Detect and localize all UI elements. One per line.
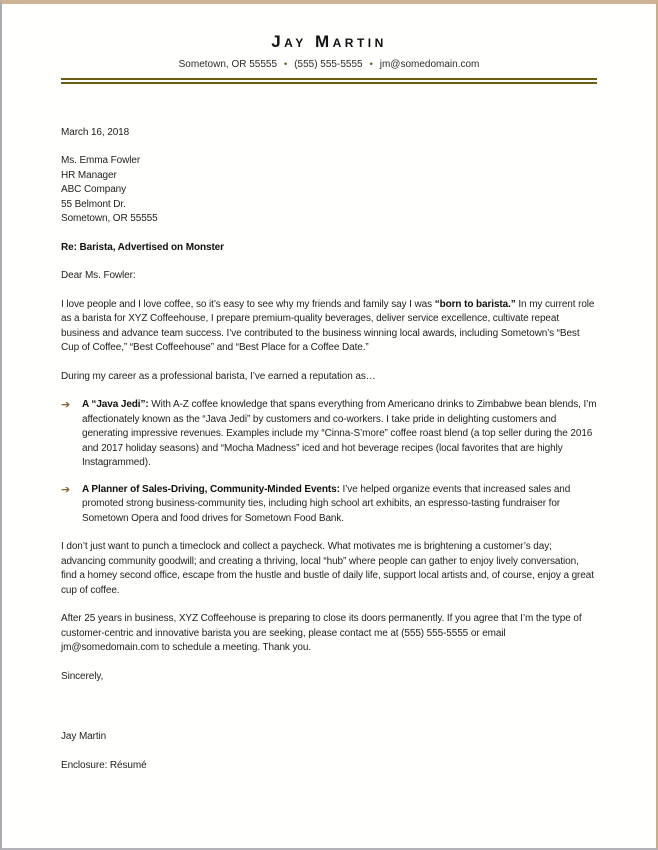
contact-line [61, 57, 597, 73]
intro-paragraph [61, 298, 597, 356]
signature-name: Jay Martin [61, 731, 107, 742]
subject-line: Re: Barista, Advertised on Monster [61, 241, 224, 253]
header-divider-double-rule [61, 78, 597, 84]
location-text: Sometown, OR 55555 [178, 59, 278, 70]
candidate-name: Jay Martin [271, 32, 387, 51]
motivation-paragraph: I don’t just want to punch a timeclock and collect a paycheck. What motivates me is brightening a customer’s day; advancing community goodwill; and creating a thriving, local “hub” where people can gather to enjoy lively conversation, find a homey second office, escape from the hustle and bustle of daily life, support local artists and, of course, enjoy a great cup of coffee. [61, 541, 594, 596]
arrow-bullet-icon: ➔ [61, 399, 71, 411]
recipient-city-line: Sometown, OR 55555 [61, 213, 158, 224]
recipient-company-line: ABC Company [61, 184, 127, 195]
arrow-bullet-icon: ➔ [61, 483, 71, 496]
enclosure-note: Enclosure: Résumé [61, 759, 147, 771]
recipient-title-line: HR Manager [61, 169, 117, 181]
salutation-text: Dear Ms. Fowler: [61, 270, 136, 281]
bullet-item-java-jedi [61, 398, 597, 471]
bullet-item-event-planner [61, 483, 597, 527]
bullet-title: A “Java Jedi”: [82, 399, 149, 410]
bullet-title: A Planner of Sales-Driving, Community-Minded Events: [82, 483, 340, 495]
recipient-name-line: Ms. Emma Fowler [61, 155, 141, 166]
bullet-text-block [82, 398, 597, 471]
bullet-separator-icon: • [369, 59, 373, 69]
recipient-address-block [61, 154, 597, 227]
intro-text-before: I love people and I love coffee, so it’s easy to see why my friends and family say I was [61, 298, 435, 310]
valediction-text: Sincerely, [61, 670, 104, 682]
bullet-text: I’ve helped organize events that increased sales and promoted strong business-community ties, including high school art exhibits, an espresso-tasting fundraiser for Sometown Opera and food drives for Sometown Food Bank. [82, 483, 571, 524]
header-email-text: jm@somedomain.com [379, 59, 480, 70]
intro-text-after: In my current role as a barista for XYZ Coffeehouse, I prepare premium-quality beverages, deliver service excellence, cultivate repeat business and advance team success. I’ve contributed to the business winning local awards, including Sometown’s “Best Cup of Coffee,” “Best Coffeehouse” and “Best Place for a Coffee Date.” [61, 298, 595, 353]
intro-bold-phrase: “born to barista.” [434, 298, 516, 310]
bullet-text-block [82, 483, 597, 527]
bullet-list [61, 398, 597, 526]
letter-header [61, 4, 597, 84]
bullet-text: With A-Z coffee knowledge that spans everything from Americano drinks to Zimbabwe bean blends, I’m affectionately known as the “Java Jedi” by customers and co-workers. I take pride in delighting customers and generating impressive revenues. Examples include my “Cinna-S’more” coffee roast blend (a top seller during the 2016 and 2017 holiday seasons) and “Mocha Madness” iced and hot beverage recipes (local favorites that are highly Instagrammed). [82, 399, 597, 468]
date-text: March 16, 2018 [61, 126, 130, 138]
reputation-intro-paragraph: During my career as a professional barista, I’ve earned a reputation as… [61, 370, 376, 382]
closing-paragraph: After 25 years in business, XYZ Coffeehouse is preparing to close its doors permanently. If you agree that I’m the type of customer-centric and innovative barista you are seeking, please contact me at (555) 555-5555 or email jm@somedomain.com to schedule a meeting. Thank you. [61, 613, 582, 653]
phone-text: (555) 555-5555 [294, 59, 363, 70]
recipient-street-line: 55 Belmont Dr. [61, 198, 126, 210]
bullet-separator-icon: • [284, 59, 288, 69]
